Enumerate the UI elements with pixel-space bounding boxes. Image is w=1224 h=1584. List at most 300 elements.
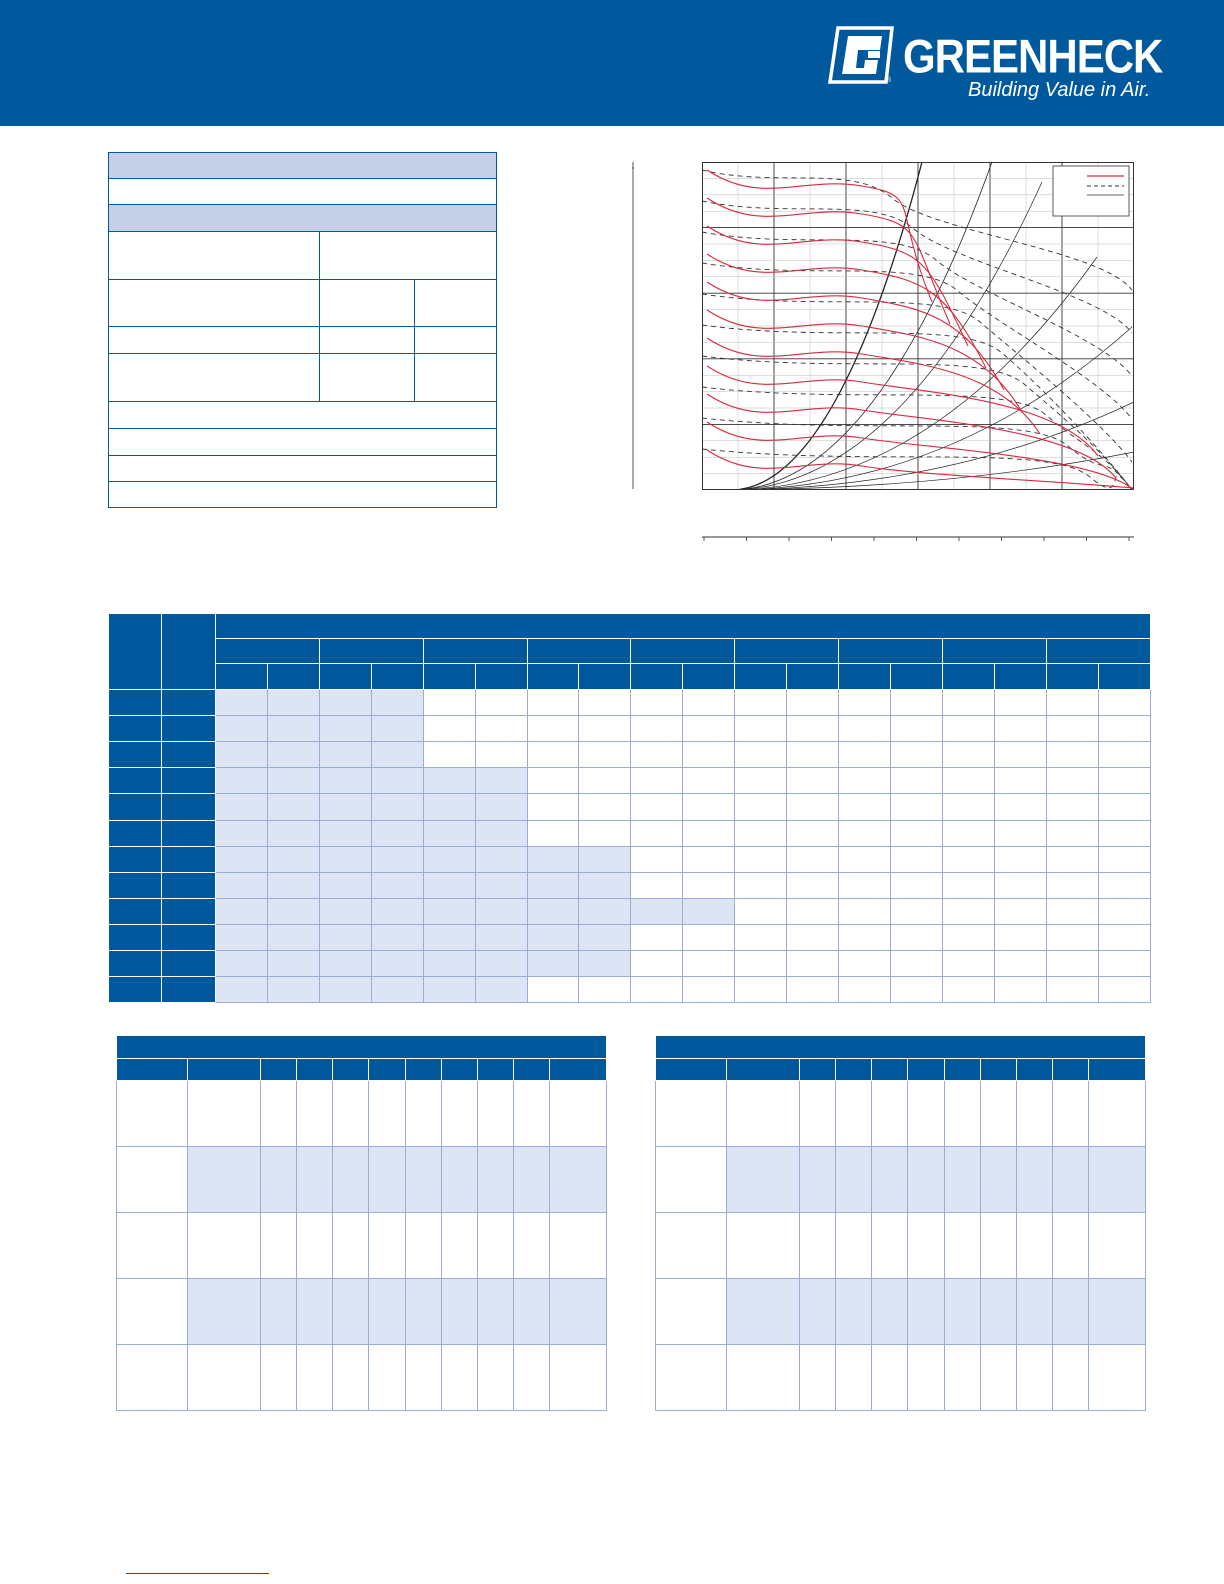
lower-table-cell bbox=[656, 1213, 727, 1279]
perf-data-cell bbox=[735, 898, 787, 924]
lower-table-cell bbox=[514, 1345, 550, 1411]
perf-data-cell bbox=[475, 976, 527, 1002]
perf-data-cell bbox=[1046, 690, 1098, 716]
perf-data-cell bbox=[267, 976, 319, 1002]
lower-table-cell bbox=[188, 1147, 260, 1213]
lower-table-header-cell bbox=[514, 1059, 550, 1081]
chart-dashed-curve bbox=[702, 449, 1132, 490]
perf-data-cell bbox=[891, 924, 943, 950]
svg-text:®: ® bbox=[886, 77, 892, 84]
perf-data-cell bbox=[215, 924, 267, 950]
lower-table-cell bbox=[1089, 1213, 1146, 1279]
lower-table-header-cell bbox=[333, 1059, 369, 1081]
lower-table-cell bbox=[260, 1279, 296, 1345]
perf-data-cell bbox=[423, 716, 475, 742]
perf-data-cell bbox=[371, 976, 423, 1002]
lower-table-cell bbox=[980, 1147, 1016, 1213]
perf-data-cell bbox=[215, 950, 267, 976]
perf-data-cell bbox=[423, 742, 475, 768]
perf-data-cell bbox=[475, 898, 527, 924]
perf-data-cell bbox=[891, 976, 943, 1002]
lower-table-cell bbox=[405, 1279, 441, 1345]
perf-data-cell bbox=[631, 820, 683, 846]
perf-row-header bbox=[109, 768, 162, 794]
spec-cell bbox=[320, 327, 415, 353]
spec-cell bbox=[320, 353, 415, 401]
perf-row-header bbox=[109, 820, 162, 846]
lower-table-cell bbox=[727, 1345, 799, 1411]
spec-cell bbox=[415, 327, 497, 353]
perf-header-cell bbox=[1098, 664, 1150, 690]
lower-table-header-cell bbox=[1053, 1059, 1089, 1081]
perf-data-cell bbox=[1098, 898, 1150, 924]
perf-data-cell bbox=[891, 742, 943, 768]
perf-data-cell bbox=[215, 716, 267, 742]
perf-data-cell bbox=[423, 872, 475, 898]
chart-legend bbox=[1053, 166, 1129, 216]
lower-table-cell bbox=[117, 1213, 188, 1279]
perf-data-cell bbox=[787, 898, 839, 924]
perf-header-cell bbox=[319, 664, 371, 690]
lower-table-cell bbox=[478, 1345, 514, 1411]
chart-red-curve bbox=[707, 170, 932, 302]
lower-table-cell bbox=[478, 1213, 514, 1279]
lower-table-cell bbox=[799, 1279, 835, 1345]
lower-table-cell bbox=[514, 1081, 550, 1147]
lower-table-cell bbox=[369, 1279, 405, 1345]
perf-data-cell bbox=[475, 950, 527, 976]
lower-table-cell bbox=[260, 1213, 296, 1279]
lower-table-cell bbox=[333, 1279, 369, 1345]
perf-data-cell bbox=[839, 950, 891, 976]
perf-data-cell bbox=[787, 794, 839, 820]
perf-header-cell bbox=[839, 664, 891, 690]
lower-table-header-cell bbox=[872, 1059, 908, 1081]
lower-table-cell bbox=[872, 1147, 908, 1213]
perf-data-cell bbox=[1098, 924, 1150, 950]
lower-table-cell bbox=[980, 1213, 1016, 1279]
perf-data-cell bbox=[683, 820, 735, 846]
perf-data-cell bbox=[579, 742, 631, 768]
lower-table-header-cell bbox=[297, 1059, 333, 1081]
lower-table-header-cell bbox=[117, 1059, 188, 1081]
perf-data-cell bbox=[994, 872, 1046, 898]
perf-row-header bbox=[109, 872, 162, 898]
perf-header-cell bbox=[1046, 639, 1150, 664]
perf-data-cell bbox=[527, 820, 579, 846]
perf-data-cell bbox=[994, 950, 1046, 976]
lower-table-cell bbox=[1089, 1081, 1146, 1147]
lower-table-cell bbox=[836, 1147, 872, 1213]
perf-data-cell bbox=[319, 768, 371, 794]
footer-link-underline[interactable] bbox=[126, 1573, 269, 1574]
lower-table-header-cell bbox=[369, 1059, 405, 1081]
perf-row-header bbox=[162, 976, 215, 1002]
perf-header-cell bbox=[423, 639, 527, 664]
perf-data-cell bbox=[267, 690, 319, 716]
perf-data-cell bbox=[631, 768, 683, 794]
perf-header-cell bbox=[319, 639, 423, 664]
lower-table-cell bbox=[117, 1081, 188, 1147]
lower-table-cell bbox=[188, 1345, 260, 1411]
brand-tagline: Building Value in Air. bbox=[968, 79, 1151, 101]
perf-data-cell bbox=[215, 976, 267, 1002]
perf-data-cell bbox=[787, 846, 839, 872]
perf-data-cell bbox=[319, 898, 371, 924]
perf-data-cell bbox=[215, 898, 267, 924]
chart-red-curve bbox=[707, 366, 1098, 456]
lower-table-cell bbox=[1053, 1213, 1089, 1279]
perf-data-cell bbox=[1098, 690, 1150, 716]
lower-table-cell bbox=[1017, 1279, 1053, 1345]
perf-data-cell bbox=[267, 950, 319, 976]
lower-table-cell bbox=[405, 1213, 441, 1279]
perf-data-cell bbox=[371, 768, 423, 794]
perf-data-cell bbox=[683, 768, 735, 794]
perf-data-cell bbox=[631, 716, 683, 742]
lower-table-cell bbox=[1053, 1279, 1089, 1345]
perf-data-cell bbox=[994, 976, 1046, 1002]
perf-data-cell bbox=[579, 950, 631, 976]
perf-row-header bbox=[162, 846, 215, 872]
perf-data-cell bbox=[1046, 820, 1098, 846]
lower-table-cell bbox=[1089, 1279, 1146, 1345]
perf-header-cell bbox=[527, 639, 631, 664]
lower-table-cell bbox=[405, 1345, 441, 1411]
perf-data-cell bbox=[683, 742, 735, 768]
perf-data-cell bbox=[1046, 872, 1098, 898]
lower-table-header-cell bbox=[980, 1059, 1016, 1081]
perf-data-cell bbox=[787, 690, 839, 716]
lower-table-cell bbox=[441, 1279, 477, 1345]
lower-table-cell bbox=[369, 1147, 405, 1213]
lower-table-cell bbox=[656, 1147, 727, 1213]
perf-data-cell bbox=[319, 846, 371, 872]
lower-table-cell bbox=[944, 1213, 980, 1279]
spec-cell bbox=[415, 280, 497, 327]
lower-table-cell bbox=[550, 1147, 607, 1213]
perf-header-cell bbox=[371, 664, 423, 690]
lower-table-cell bbox=[117, 1279, 188, 1345]
perf-data-cell bbox=[735, 872, 787, 898]
perf-data-cell bbox=[267, 846, 319, 872]
perf-data-cell bbox=[423, 950, 475, 976]
perf-data-cell bbox=[319, 690, 371, 716]
perf-data-cell bbox=[994, 794, 1046, 820]
perf-data-cell bbox=[994, 846, 1046, 872]
perf-data-cell bbox=[371, 820, 423, 846]
lower-table-cell bbox=[478, 1147, 514, 1213]
perf-data-cell bbox=[579, 690, 631, 716]
perf-data-cell bbox=[787, 742, 839, 768]
lower-table-cell bbox=[1089, 1345, 1146, 1411]
perf-data-cell bbox=[267, 898, 319, 924]
perf-data-cell bbox=[683, 976, 735, 1002]
perf-data-cell bbox=[215, 872, 267, 898]
perf-data-cell bbox=[683, 924, 735, 950]
perf-header-cell bbox=[891, 664, 943, 690]
lower-table-cell bbox=[117, 1345, 188, 1411]
perf-data-cell bbox=[215, 846, 267, 872]
perf-header-cell bbox=[1046, 664, 1098, 690]
lower-table-cell bbox=[369, 1345, 405, 1411]
perf-data-cell bbox=[943, 950, 995, 976]
lower-table-header-cell bbox=[836, 1059, 872, 1081]
perf-data-cell bbox=[683, 846, 735, 872]
perf-data-cell bbox=[891, 768, 943, 794]
spec-cell bbox=[415, 353, 497, 401]
brand-name: GREENHECK bbox=[903, 30, 1163, 83]
perf-data-cell bbox=[319, 872, 371, 898]
spec-box bbox=[108, 152, 497, 508]
perf-data-cell bbox=[423, 924, 475, 950]
perf-data-cell bbox=[267, 820, 319, 846]
perf-data-cell bbox=[423, 690, 475, 716]
perf-data-cell bbox=[1046, 976, 1098, 1002]
perf-data-cell bbox=[943, 820, 995, 846]
lower-table-cell bbox=[836, 1081, 872, 1147]
lower-table-cell bbox=[656, 1345, 727, 1411]
perf-data-cell bbox=[371, 872, 423, 898]
perf-row-header bbox=[109, 742, 162, 768]
lower-table-header-cell bbox=[550, 1059, 607, 1081]
perf-row-header bbox=[162, 820, 215, 846]
perf-row-header bbox=[162, 794, 215, 820]
perf-header-cell bbox=[735, 664, 787, 690]
lower-table-cell bbox=[799, 1345, 835, 1411]
perf-data-cell bbox=[215, 794, 267, 820]
perf-data-cell bbox=[839, 742, 891, 768]
perf-data-cell bbox=[1046, 950, 1098, 976]
lower-table-cell bbox=[550, 1213, 607, 1279]
perf-data-cell bbox=[579, 794, 631, 820]
chart-dashed-curve bbox=[702, 294, 1132, 462]
perf-data-cell bbox=[579, 846, 631, 872]
lower-table-cell bbox=[117, 1147, 188, 1213]
perf-row-header bbox=[109, 690, 162, 716]
perf-data-cell bbox=[891, 716, 943, 742]
perf-data-cell bbox=[319, 976, 371, 1002]
perf-row-header bbox=[162, 872, 215, 898]
perf-data-cell bbox=[579, 820, 631, 846]
perf-data-cell bbox=[267, 872, 319, 898]
lower-table-cell bbox=[514, 1147, 550, 1213]
lower-table-cell bbox=[260, 1081, 296, 1147]
lower-table-cell bbox=[872, 1345, 908, 1411]
perf-data-cell bbox=[423, 768, 475, 794]
chart-red-curve bbox=[707, 450, 1134, 490]
perf-data-cell bbox=[1098, 976, 1150, 1002]
perf-data-cell bbox=[527, 924, 579, 950]
perf-data-cell bbox=[1098, 950, 1150, 976]
perf-data-cell bbox=[891, 690, 943, 716]
perf-data-cell bbox=[735, 846, 787, 872]
perf-data-cell bbox=[787, 820, 839, 846]
perf-data-cell bbox=[891, 820, 943, 846]
perf-data-cell bbox=[579, 976, 631, 1002]
perf-data-cell bbox=[423, 846, 475, 872]
lower-table-cell bbox=[727, 1213, 799, 1279]
perf-data-cell bbox=[943, 768, 995, 794]
perf-data-cell bbox=[735, 742, 787, 768]
perf-row-header bbox=[162, 716, 215, 742]
lower-table-cell bbox=[550, 1279, 607, 1345]
perf-data-cell bbox=[839, 924, 891, 950]
perf-data-cell bbox=[1098, 768, 1150, 794]
perf-data-cell bbox=[267, 742, 319, 768]
perf-data-cell bbox=[683, 716, 735, 742]
chart-red-curves bbox=[707, 170, 1134, 490]
lower-table-header-cell bbox=[1089, 1059, 1146, 1081]
perf-data-cell bbox=[994, 690, 1046, 716]
perf-data-cell bbox=[839, 976, 891, 1002]
perf-data-cell bbox=[787, 716, 839, 742]
chart-legend-box bbox=[1053, 166, 1129, 216]
perf-data-cell bbox=[891, 872, 943, 898]
perf-data-cell bbox=[215, 690, 267, 716]
lower-table-cell bbox=[908, 1345, 944, 1411]
perf-data-cell bbox=[631, 976, 683, 1002]
perf-data-cell bbox=[319, 716, 371, 742]
spec-cell bbox=[320, 231, 497, 279]
perf-data-cell bbox=[527, 872, 579, 898]
perf-data-cell bbox=[319, 820, 371, 846]
spec-row bbox=[109, 402, 497, 429]
chart-dashed-curve bbox=[702, 387, 1132, 490]
perf-row-header bbox=[162, 924, 215, 950]
perf-data-cell bbox=[527, 976, 579, 1002]
lower-table-title bbox=[656, 1036, 1146, 1059]
spec-cell bbox=[320, 280, 415, 327]
perf-data-cell bbox=[527, 742, 579, 768]
perf-data-cell bbox=[994, 742, 1046, 768]
perf-data-cell bbox=[267, 768, 319, 794]
perf-data-cell bbox=[787, 872, 839, 898]
perf-data-cell bbox=[943, 872, 995, 898]
lower-table-cell bbox=[297, 1345, 333, 1411]
chart-system-curve bbox=[732, 182, 1042, 490]
perf-data-cell bbox=[839, 820, 891, 846]
perf-data-cell bbox=[527, 898, 579, 924]
lower-table-header-cell bbox=[908, 1059, 944, 1081]
spec-cell bbox=[109, 327, 320, 353]
performance-chart bbox=[702, 162, 1134, 490]
perf-data-cell bbox=[943, 794, 995, 820]
perf-data-cell bbox=[683, 690, 735, 716]
perf-data-cell bbox=[839, 794, 891, 820]
perf-data-cell bbox=[631, 742, 683, 768]
perf-data-cell bbox=[631, 898, 683, 924]
chart-dashed-curve bbox=[702, 263, 1132, 419]
lower-table-cell bbox=[872, 1213, 908, 1279]
lower-table-cell bbox=[369, 1213, 405, 1279]
perf-data-cell bbox=[787, 924, 839, 950]
perf-header-cell bbox=[527, 664, 579, 690]
perf-data-cell bbox=[215, 742, 267, 768]
perf-data-cell bbox=[371, 794, 423, 820]
perf-data-cell bbox=[1046, 846, 1098, 872]
spec-cell bbox=[109, 231, 320, 279]
lower-table-header-cell bbox=[727, 1059, 799, 1081]
perf-row-header bbox=[162, 742, 215, 768]
perf-data-cell bbox=[1098, 794, 1150, 820]
lower-table-cell bbox=[908, 1279, 944, 1345]
header-banner bbox=[0, 0, 1224, 126]
lower-table-cell bbox=[799, 1213, 835, 1279]
perf-data-cell bbox=[475, 690, 527, 716]
perf-data-cell bbox=[1098, 872, 1150, 898]
perf-row-header bbox=[109, 846, 162, 872]
lower-table-header-cell bbox=[441, 1059, 477, 1081]
perf-header-cell bbox=[267, 664, 319, 690]
lower-table-cell bbox=[1053, 1345, 1089, 1411]
perf-row-header bbox=[162, 898, 215, 924]
perf-data-cell bbox=[994, 716, 1046, 742]
chart-red-curve bbox=[707, 282, 1004, 390]
perf-row-header bbox=[109, 976, 162, 1002]
lower-table-title bbox=[117, 1036, 607, 1059]
lower-table-cell bbox=[188, 1279, 260, 1345]
lower-table-cell bbox=[944, 1279, 980, 1345]
lower-table-cell bbox=[478, 1081, 514, 1147]
lower-table-header-cell bbox=[405, 1059, 441, 1081]
perf-data-cell bbox=[839, 768, 891, 794]
lower-table-cell bbox=[908, 1213, 944, 1279]
perf-header-cell bbox=[787, 664, 839, 690]
spec-band-header bbox=[109, 153, 497, 179]
perf-data-cell bbox=[839, 716, 891, 742]
perf-data-cell bbox=[475, 768, 527, 794]
lower-table-cell bbox=[836, 1213, 872, 1279]
lower-table-cell bbox=[297, 1081, 333, 1147]
chart-red-curve bbox=[707, 394, 1116, 478]
lower-table-cell bbox=[1053, 1147, 1089, 1213]
lower-table-cell bbox=[980, 1345, 1016, 1411]
perf-header-cell bbox=[994, 664, 1046, 690]
perf-data-cell bbox=[943, 976, 995, 1002]
performance-table bbox=[108, 613, 1151, 1003]
spec-row bbox=[109, 429, 497, 455]
lower-table-cell bbox=[836, 1279, 872, 1345]
perf-data-cell bbox=[319, 794, 371, 820]
perf-data-cell bbox=[423, 820, 475, 846]
lower-table-header-cell bbox=[656, 1059, 727, 1081]
perf-data-cell bbox=[787, 768, 839, 794]
lower-table-cell bbox=[188, 1081, 260, 1147]
perf-data-cell bbox=[1098, 742, 1150, 768]
perf-data-cell bbox=[683, 872, 735, 898]
perf-data-cell bbox=[631, 846, 683, 872]
perf-data-cell bbox=[475, 794, 527, 820]
lower-table-cell bbox=[1017, 1081, 1053, 1147]
perf-data-cell bbox=[1046, 768, 1098, 794]
lower-table-cell bbox=[260, 1147, 296, 1213]
lower-table-cell bbox=[1089, 1147, 1146, 1213]
spec-band-header bbox=[109, 205, 497, 231]
perf-data-cell bbox=[579, 768, 631, 794]
perf-data-cell bbox=[371, 742, 423, 768]
lower-table-cell bbox=[836, 1345, 872, 1411]
lower-table-cell bbox=[550, 1345, 607, 1411]
perf-data-cell bbox=[267, 794, 319, 820]
perf-data-cell bbox=[994, 768, 1046, 794]
spec-row bbox=[109, 179, 497, 205]
perf-data-cell bbox=[423, 794, 475, 820]
lower-table-cell bbox=[550, 1081, 607, 1147]
lower-table-cell bbox=[944, 1345, 980, 1411]
perf-data-cell bbox=[735, 950, 787, 976]
perf-data-cell bbox=[579, 716, 631, 742]
